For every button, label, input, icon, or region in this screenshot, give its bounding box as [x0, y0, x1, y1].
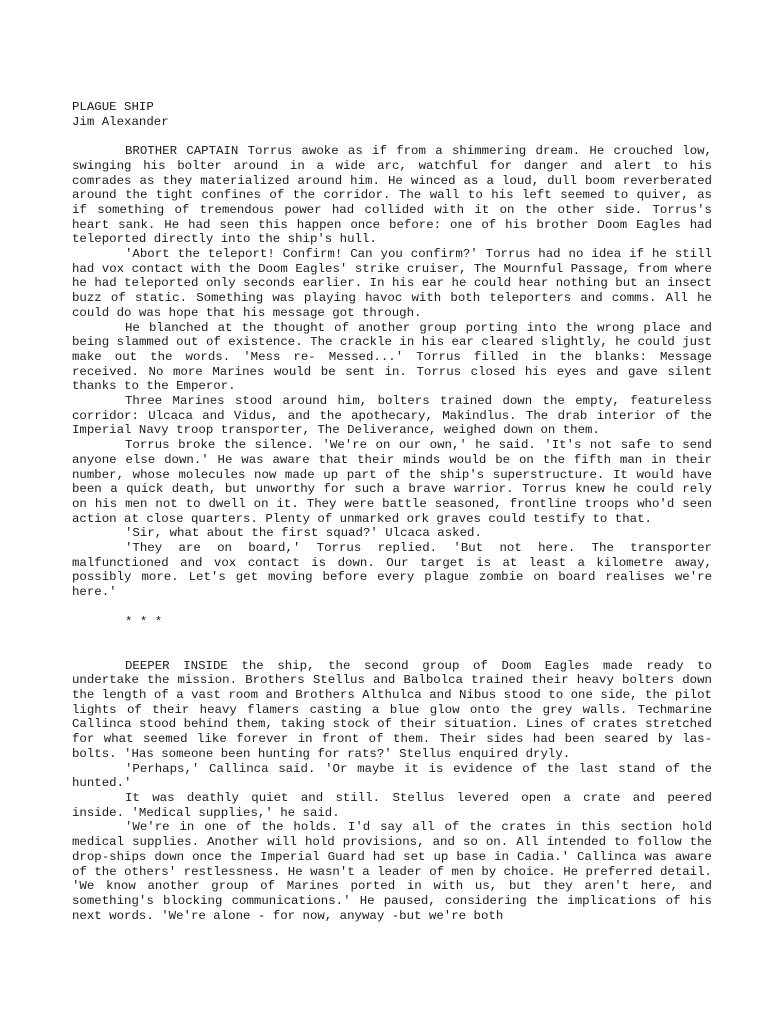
paragraph: BROTHER CAPTAIN Torrus awoke as if from a shimmering dream. He crouched low, swinging his bolter around in a wide arc, watchful for danger and alert to his comrades as they materialized around him. He winced as a loud, dull boom reverberated around the tight confines of the corridor. The wall to his left seemed to quiver, as if something of tremendous power had collided with it on the other side. Torrus's heart sank. He had seen this happen once before: one of his brother Doom Eagles had teleported directly into the ship's hull.	[72, 144, 712, 247]
paragraph: Torrus broke the silence. 'We're on our own,' he said. 'It's not safe to send anyone else down.' He was aware that their minds would be on the fifth man in their number, whose molecules now made up part of the ship's superstructure. It would have been a quick death, but unworthy for such a brave warrior. Torrus knew he could rely on his men not to dwell on it. They were battle seasoned, frontline troops who'd seen action at close quarters. Plenty of unmarked ork graves could testify to that.	[72, 438, 712, 526]
paragraph: DEEPER INSIDE the ship, the second group of Doom Eagles made ready to undertake the mission. Brothers Stellus and Balbolca trained their heavy bolters down the length of a vast room and Brothers Althulca and Nibus stood to one side, the pilot lights of their heavy flamers casting a blue glow onto the grey walls. Techmarine Callinca stood behind them, taking stock of their situation. Lines of crates stretched for what seemed like forever in front of them. Their sides had been seared by las-bolts. 'Has someone been hunting for rats?' Stellus enquired dryly.	[72, 658, 712, 761]
spacer	[72, 600, 712, 615]
paragraph: 'Abort the teleport! Confirm! Can you confirm?' Torrus had no idea if he still had vox contact with the Doom Eagles' strike cruiser, The Mournful Passage, from where he had teleported only seconds earlier. In his ear he could hear nothing but an insect buzz of static. Something was playing havoc with both teleporters and comms. All he could do was hope that his message got through.	[72, 247, 712, 320]
document-title: PLAGUE SHIP	[72, 100, 154, 114]
paragraph: 'Perhaps,' Callinca said. 'Or maybe it is evidence of the last stand of the hunted.'	[72, 761, 712, 791]
paragraph: 'They are on board,' Torrus replied. 'But not here. The transporter malfunctioned and vox contact is down. Our target is at least a kilometre away, possibly more. Let's get moving before every plague zombie on board realises we're here.'	[72, 541, 712, 600]
document-author: Jim Alexander	[72, 114, 169, 129]
spacer	[72, 129, 712, 144]
paragraph: 'Sir, what about the first squad?' Ulcaca asked.	[125, 526, 482, 541]
paragraph: Three Marines stood around him, bolters trained down the empty, featureless corridor: Ulcaca and Vidus, and the apothecary, Makindlus. The drab interior of the Imperial Navy troop transporter, The Deliverance, weighed down on them.	[72, 394, 712, 438]
paragraph: He blanched at the thought of another group porting into the wrong place and being slammed out of existence. The crackle in his ear cleared slightly, he could just make out the words. 'Mess re- Messed...' Torrus filled in the blanks: Message received. No more Marines would be sent in. Torrus closed his eyes and gave silent thanks to the Emperor.	[72, 320, 712, 394]
document-page	[72, 100, 712, 923]
paragraph: It was deathly quiet and still. Stellus levered open a crate and peered inside. 'Medical supplies,' he said.	[72, 791, 712, 820]
spacer	[72, 629, 712, 658]
scene-break: * * *	[125, 614, 163, 629]
paragraph: 'We're in one of the holds. I'd say all of the crates in this section hold medical supplies. Another will hold provisions, and so on. All intended to follow the drop-ships down once the Imperial Guard had set up base in Cadia.' Callinca was aware of the others' restlessness. He wasn't a leader of men by choice. He preferred detail. 'We know another group of Marines ported in with us, but they aren't here, and something's blocking communications.' He paused, considering the implications of his next words. 'We're alone - for now, anyway -but we're both	[72, 820, 712, 923]
